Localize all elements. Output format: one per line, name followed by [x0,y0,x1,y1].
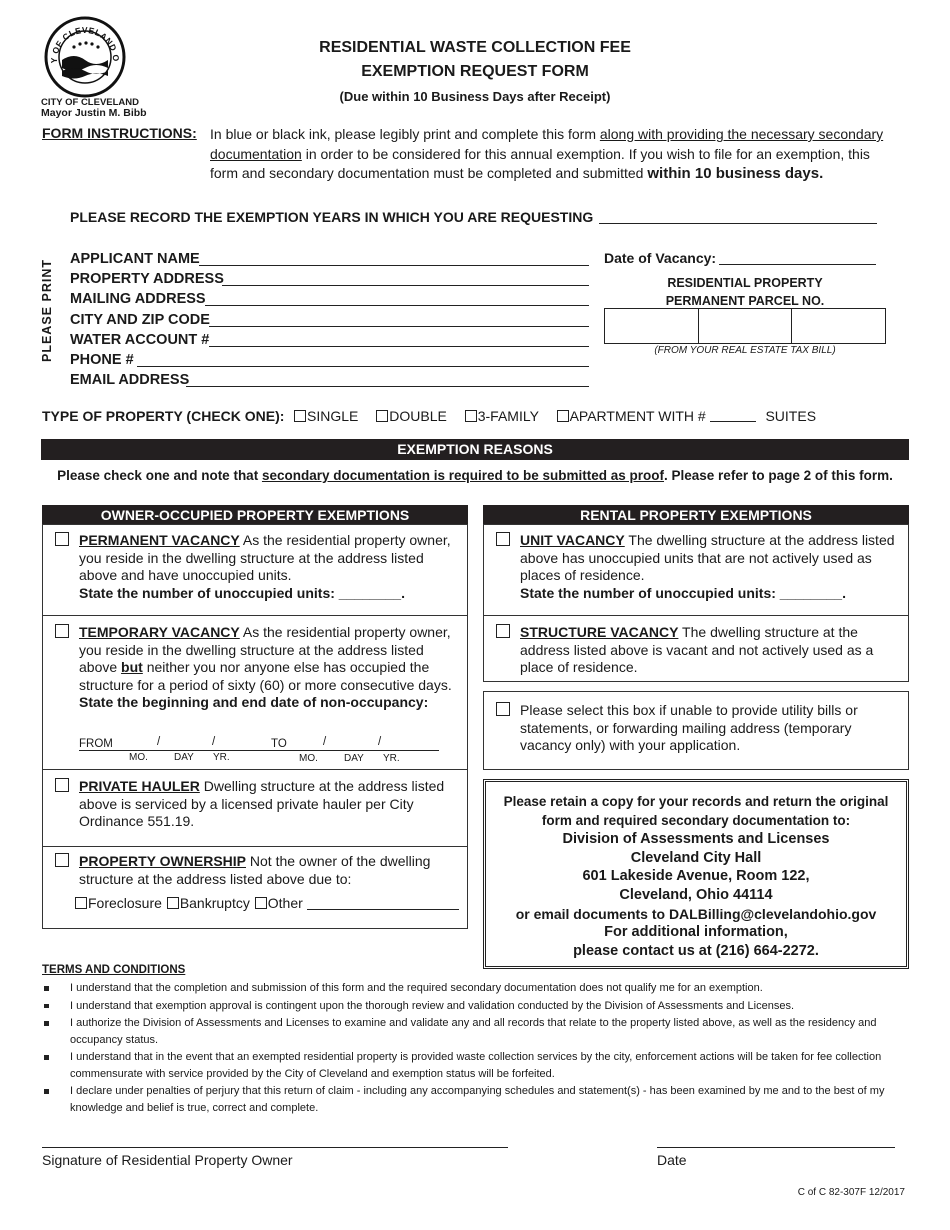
private-hauler-checkbox[interactable] [55,778,69,792]
temporary-vacancy-checkbox[interactable] [55,624,69,638]
form-title-line2: EXEMPTION REQUEST FORM [361,63,589,80]
mailing-address-label: MAILING ADDRESS [70,291,206,307]
suites-count-input[interactable] [710,421,756,422]
return-info-phone: please contact us at (216) 664-2272. [573,942,819,959]
return-info-line: form and required secondary documentation to: [541,812,851,828]
return-info-email[interactable]: or email documents to DALBilling@clevelandohio.gov [515,905,877,922]
parcel-number-box-1[interactable] [605,309,699,343]
owner-occupied-header: OWNER-OCCUPIED PROPERTY EXEMPTIONS [42,505,468,525]
parcel-number-box-3[interactable] [792,309,885,343]
form-subtitle: (Due within 10 Business Days after Receipt) [339,89,611,104]
exemption-years-label: PLEASE RECORD THE EXEMPTION YEARS IN WHICH YOU ARE REQUESTING [70,209,594,225]
structure-vacancy-checkbox[interactable] [496,624,510,638]
instructions-text: In blue or black ink, please legibly print and complete this form along with providing the necessary secondary documentation in order to be considered for this annual exemption. If you wish to file for an exemption, this form and secondary documentation must be completed and submitted within 10 business days. [210,126,884,182]
option-other[interactable]: Other [255,895,303,911]
option-double[interactable]: DOUBLE [376,408,447,424]
water-account-input[interactable] [209,346,589,347]
vacancy-date-input[interactable] [719,264,876,265]
permanent-vacancy-title: PERMANENT VACANCY [79,532,240,548]
unit-vacancy-checkbox[interactable] [496,532,510,546]
exemption-years-input[interactable] [599,223,877,224]
applicant-name-input[interactable] [199,265,589,266]
city-zip-label: CITY AND ZIP CODE [70,312,210,328]
permanent-vacancy-checkbox[interactable] [55,532,69,546]
parcel-title: RESIDENTIAL PROPERTY PERMANENT PARCEL NO. [665,276,825,308]
terms-list [42,980,902,1117]
option-foreclosure[interactable]: Foreclosure [75,895,162,911]
rental-property-header: RENTAL PROPERTY EXEMPTIONS [483,505,909,525]
other-reason-input[interactable] [307,909,459,910]
temporary-vacancy-state: State the beginning and end date of non-occupancy: [79,694,429,710]
reasons-note: Please check one and note that secondary documentation is required to be submitted as proof. Please refer to page 2 of this form. [57,468,893,483]
property-type-options [294,408,816,424]
temporary-vacancy-title: TEMPORARY VACANCY [79,624,240,640]
terms-item: I understand that in the event that an exempted residential property is provided waste collection services by the city, enforcement actions will be taken for fee collection commensurate with service provided by the City of Cleveland and exemption status will be forfeited. [42,1049,902,1082]
utility-bills-checkbox[interactable] [496,702,510,716]
permanent-vacancy-section: PERMANENT VACANCY As the residential property owner, you reside in the dwelling structure at the address listed above and have unoccupied units. State the number of unoccupied units: ________. [42,524,468,616]
property-address-label: PROPERTY ADDRESS [70,271,224,287]
return-info-line: Cleveland City Hall [630,849,762,866]
phone-input[interactable] [137,366,589,367]
parcel-number-box-2[interactable] [699,309,793,343]
structure-vacancy-title: STRUCTURE VACANCY [520,624,679,640]
temporary-vacancy-section: TEMPORARY VACANCY As the residential property owner, you reside in the dwelling structure at the address listed above but neither you nor anyone else has occupied the structure for a period of sixty (60) or more consecutive days. State the beginning and end date of non-occupancy: FROM / / TO / / MO. DAY YR. MO. DAY YR. [42,615,468,770]
property-type-label: TYPE OF PROPERTY (CHECK ONE): [42,408,285,424]
vacancy-date-label: Date of Vacancy: [604,250,717,266]
unit-vacancy-title: UNIT VACANCY [520,532,625,548]
terms-item: I authorize the Division of Assessments and Licenses to examine and validate any and all records that relate to the property listed above, as well as the residency and occupancy status. [42,1015,902,1048]
form-title-line1: RESIDENTIAL WASTE COLLECTION FEE [319,39,631,56]
return-info-line: Please retain a copy for your records and return the original [503,794,889,809]
property-ownership-title: PROPERTY OWNERSHIP [79,853,246,869]
parcel-number-boxes [604,308,886,344]
svg-text:CITY OF CLEVELAND OHIO: Y OF CLEVELAND O [48,24,122,64]
parcel-note: (FROM YOUR REAL ESTATE TAX BILL) [654,345,836,356]
return-info-box [483,779,909,969]
form-number: C of C 82-307F 12/2017 [797,1187,905,1198]
signature-line[interactable] [42,1147,508,1148]
non-occupancy-date-range[interactable]: FROM / / TO / / MO. DAY YR. MO. DAY YR. [79,738,439,766]
phone-label: PHONE # [70,352,134,368]
applicant-name-label: APPLICANT NAME [70,251,200,267]
terms-title: TERMS AND CONDITIONS [42,964,186,976]
exemption-reasons-bar: EXEMPTION REASONS [41,439,909,460]
permanent-vacancy-units: State the number of unoccupied units: ________. [79,584,405,601]
mailing-address-input[interactable] [205,305,589,306]
terms-item: I declare under penalties of perjury that this return of claim - including any accompanying schedules and statement(s) - has been examined by me and to the best of my knowledge and belief is true, correct and complete. [42,1083,902,1116]
email-input[interactable] [186,386,589,387]
signature-label: Signature of Residential Property Owner [42,1152,293,1168]
option-bankruptcy[interactable]: Bankruptcy [167,895,250,911]
email-label: EMAIL ADDRESS [70,372,190,388]
suites-label: SUITES [765,408,817,424]
utility-bills-section [483,691,909,770]
mayor-name: Mayor Justin M. Bibb [41,107,147,119]
terms-item: I understand that the completion and submission of this form and the required secondary documentation does not qualify me for an exemption. [42,980,902,997]
water-account-label: WATER ACCOUNT # [70,332,210,348]
property-ownership-section: PROPERTY OWNERSHIP Not the owner of the dwelling structure at the address listed above due to: Foreclosure Bankruptcy Other [42,846,468,929]
instructions-label: FORM INSTRUCTIONS: [42,125,197,141]
return-info-line: 601 Lakeside Avenue, Room 122, [582,868,810,885]
terms-item: I understand that exemption approval is contingent upon the thorough review and validation conducted by the Division of Assessments and Licenses. [42,998,902,1015]
return-info-line: For additional information, [604,924,788,941]
private-hauler-section: PRIVATE HAULER Dwelling structure at the address listed above is serviced by a licensed private hauler per City Ordinance 551.19. [42,769,468,847]
return-info-line: Division of Assessments and Licenses [562,831,830,848]
city-seal-logo [44,16,126,98]
utility-bills-text: Please select this box if unable to provide utility bills or statements, or forwarding mailing address (temporary vacancy only) with your application. [520,702,858,753]
property-ownership-checkbox[interactable] [55,853,69,867]
return-info-line: Cleveland, Ohio 44114 [619,886,773,903]
city-name: CITY OF CLEVELAND [41,97,139,108]
city-zip-input[interactable] [209,326,589,327]
please-print-label: PLEASE PRINT [40,259,54,362]
option-3-family[interactable]: 3-FAMILY [465,408,539,424]
unit-vacancy-section: UNIT VACANCY The dwelling structure at the address listed above has unoccupied units that are not actively used as places of residence. State the number of unoccupied units: ________. [483,524,909,616]
date-line[interactable] [657,1147,895,1148]
structure-vacancy-section: STRUCTURE VACANCY The dwelling structure at the address listed above is vacant and not actively used as a place of residence. [483,615,909,682]
property-address-input[interactable] [222,285,589,286]
option-apartment[interactable]: APARTMENT WITH # [557,408,706,424]
unit-vacancy-units: State the number of unoccupied units: ________. [520,584,846,601]
option-single[interactable]: SINGLE [294,408,358,424]
private-hauler-title: PRIVATE HAULER [79,778,200,794]
date-label: Date [657,1152,687,1168]
